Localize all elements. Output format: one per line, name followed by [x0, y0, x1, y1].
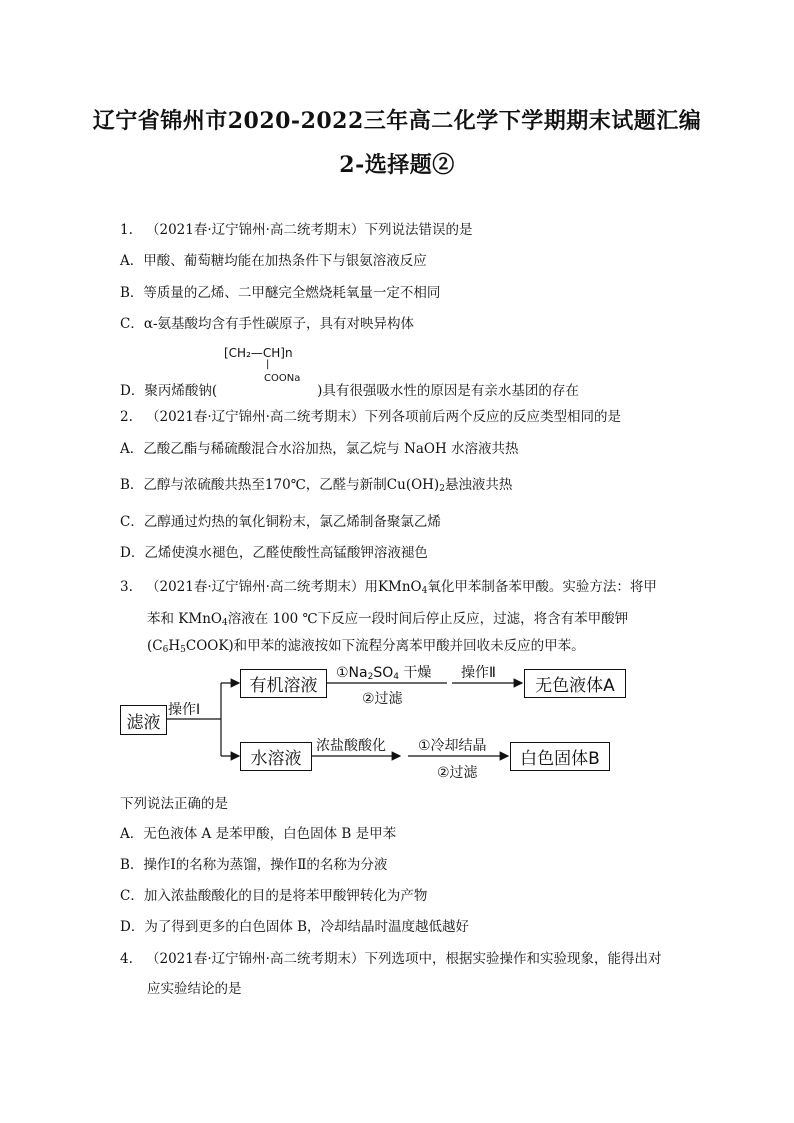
q4-number: 4. — [120, 951, 133, 967]
q3-stem1-post: 氧化甲苯制备苯甲酸。实验方法：将甲 — [427, 579, 657, 595]
q4-stem-line2: 应实验结论的是 — [147, 981, 242, 997]
filter2-label: ②过滤 — [437, 765, 478, 781]
q4-text: （2021春·辽宁锦州·高二统考期末）下列选项中，根据实验操作和实验现象，能得出对 — [146, 951, 662, 967]
q4-stem-line1 — [120, 947, 661, 967]
dry-label — [336, 662, 431, 682]
cool-label: ①冷却结晶 — [418, 738, 487, 754]
q1-option-d-post: )具有很强吸水性的原因是有亲水基团的存在 — [317, 383, 579, 399]
polymer-structure-bottom: COONa — [264, 373, 301, 384]
q2-text: （2021春·辽宁锦州·高二统考期末）下列各项前后两个反应的反应类型相同的是 — [146, 409, 621, 425]
op2-label: 操作Ⅱ — [461, 665, 496, 681]
q3-stem3-s2: 5 — [180, 645, 186, 655]
filter-label: ②过滤 — [362, 691, 403, 707]
q2-option-a: A．乙酸乙酯与稀硫酸混合水浴加热，氯乙烷与 NaOH 水溶液共热 — [120, 441, 519, 457]
op1-label: 操作Ⅰ — [168, 702, 201, 718]
q3-stem2-post: 溶液在 100 ℃下反应一段时间后停止反应，过滤，将含有苯甲酸钾 — [227, 611, 629, 627]
q3-stem2-sub: 4 — [221, 618, 228, 628]
q2-option-c: C．乙醇通过灼热的氧化铜粉末，氯乙烯制备聚氯乙烯 — [120, 514, 441, 530]
q1-number: 1. — [120, 222, 133, 238]
q3-option-d: D．为了得到更多的白色固体 B，冷却结晶时温度越低越好 — [120, 919, 470, 935]
q3-stem1-pre: （2021春·辽宁锦州·高二统考期末）用KMnO — [146, 579, 422, 595]
q3-stem1-sub: 4 — [421, 586, 428, 596]
dry-label-pre: ①Na — [336, 665, 368, 681]
q1-option-b: B．等质量的乙烯、二甲醚完全燃烧耗氧量一定不相同 — [120, 285, 441, 301]
polymer-structure-bond: | — [266, 359, 270, 370]
q2-option-b-pre: B．乙醇与浓硫酸共热至170℃，乙醛与新制 — [120, 477, 387, 493]
q3-stem3-s1: 6 — [162, 645, 169, 655]
aqueous-solution-box: 水溶液 — [240, 742, 312, 771]
q1-option-a: A．甲酸、葡萄糖均能在加热条件下与银氨溶液反应 — [120, 253, 427, 269]
q1-option-d-pre: D．聚丙烯酸钠( — [120, 383, 218, 399]
q2-number: 2. — [120, 409, 133, 425]
q3-number: 3. — [120, 579, 133, 595]
colorless-liquid-box: 无色液体A — [524, 669, 626, 698]
q2-option-b-sub: 2 — [439, 484, 445, 494]
filtrate-box: 滤液 — [120, 705, 167, 735]
q3-stem3-b: H — [168, 638, 181, 654]
q3-option-b: B．操作Ⅰ的名称为蒸馏，操作Ⅱ的名称为分液 — [120, 857, 388, 873]
dry-label-s2: 4 — [393, 672, 399, 682]
q3-stem3-a: (C — [147, 638, 163, 654]
organic-solution-box: 有机溶液 — [240, 669, 327, 698]
q3-stem2-pre: 苯和 KMnO — [147, 611, 222, 627]
q3-option-c: C．加入浓盐酸酸化的目的是将苯甲酸钾转化为产物 — [120, 888, 428, 904]
dry-label-s1: 2 — [367, 672, 374, 682]
q1-option-c: C．α-氨基酸均含有手性碳原子，具有对映异构体 — [120, 316, 415, 332]
polymer-structure-top: [CH₂—CH]n — [224, 346, 293, 360]
q1-text: （2021春·辽宁锦州·高二统考期末）下列说法错误的是 — [146, 222, 473, 238]
doc-title: 辽宁省锦州市2020-2022三年高二化学下学期期末试题汇编 — [92, 108, 702, 134]
q3-stem3-c: COOK)和甲苯的滤液按如下流程分离苯甲酸并回收未反应的甲苯。 — [185, 638, 585, 654]
doc-subtitle: 2-选择题② — [339, 152, 455, 178]
acidify-label: 浓盐酸酸化 — [316, 738, 386, 754]
q2-option-b-post: 悬浊液共热 — [444, 477, 513, 493]
q2-option-b-formula: Cu(OH) — [386, 477, 440, 493]
q2-option-d: D．乙烯使溴水褪色，乙醛使酸性高锰酸钾溶液褪色 — [120, 545, 428, 561]
dry-label-mid: SO — [373, 665, 394, 681]
q3-option-a: A．无色液体 A 是苯甲酸，白色固体 B 是甲苯 — [120, 826, 397, 842]
dry-label-post: 干燥 — [398, 665, 432, 681]
white-solid-box: 白色固体B — [510, 742, 610, 771]
q3-ask: 下列说法正确的是 — [120, 796, 228, 812]
